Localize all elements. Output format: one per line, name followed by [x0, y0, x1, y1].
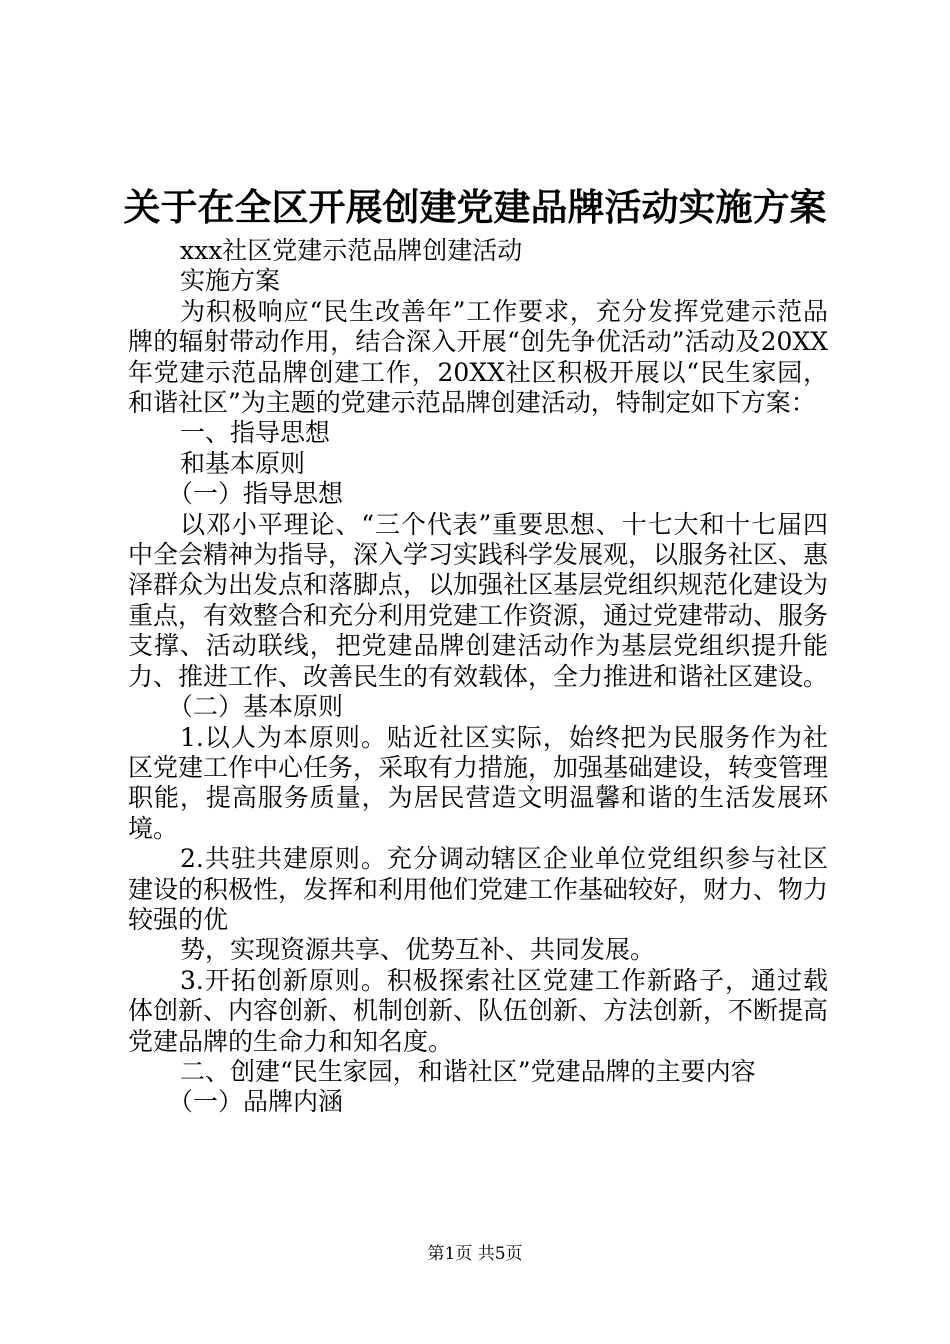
body-paragraph: 为积极响应“民生改善年”工作要求，充分发挥党建示范品牌的辐射带动作用，结合深入开展“创先争优活动”活动及20XX年党建示范品牌创建工作，20XX社区积极开展以“民生家园，和谐社区”为主题的党建示范品牌创建活动，特制定如下方案： — [128, 296, 828, 418]
subsection-heading: （一）指导思想 — [168, 479, 344, 509]
page-footer: 第1页 共5页 — [427, 1244, 523, 1264]
subtitle-line: xxx社区党建示范品牌创建活动 — [180, 236, 523, 265]
section-heading: 和基本原则 — [180, 448, 306, 478]
body-paragraph: 2.共驻共建原则。充分调动辖区企业单位党组织参与社区建设的积极性，发挥和利用他们党建工作基础较好，财力、物力较强的优 — [128, 844, 829, 934]
subsection-heading: （一）品牌内涵 — [168, 1087, 344, 1117]
section-heading: 一、指导思想 — [180, 418, 331, 448]
page-title: 关于在全区开展创建党建品牌活动实施方案 — [123, 185, 827, 229]
body-paragraph: 3.开拓创新原则。积极探索社区党建工作新路子，通过载体创新、内容创新、机制创新、队伍创新、方法创新，不断提高党建品牌的生命力和知名度。 — [128, 965, 829, 1056]
body-paragraph: 1.以人为本原则。贴近社区实际，始终把为民服务作为社区党建工作中心任务，采取有力措施，加强基础建设，转变管理职能，提高服务质量，为居民营造文明温馨和谐的生活发展环境。 — [128, 722, 829, 843]
subtitle-line: 实施方案 — [180, 266, 281, 296]
section-heading: 二、创建“民生家园，和谐社区”党建品牌的主要内容 — [180, 1056, 756, 1086]
document-body — [128, 236, 828, 1118]
body-paragraph: 势，实现资源共享、优势互补、共同发展。 — [180, 935, 656, 965]
body-paragraph: 以邓小平理论、“三个代表”重要思想、十七大和十七届四中全会精神为指导，深入学习实践科学发展观，以服务社区、惠泽群众为出发点和落脚点，以加强社区基层党组织规范化建设为重点，有效整合和充分利用党建工作资源，通过党建带动、服务支撑、活动联线，把党建品牌创建活动作为基层党组织提升能力、推进工作、改善民生的有效载体，全力推进和谐社区建设。 — [128, 509, 829, 691]
subsection-heading: （二）基本原则 — [168, 692, 344, 722]
